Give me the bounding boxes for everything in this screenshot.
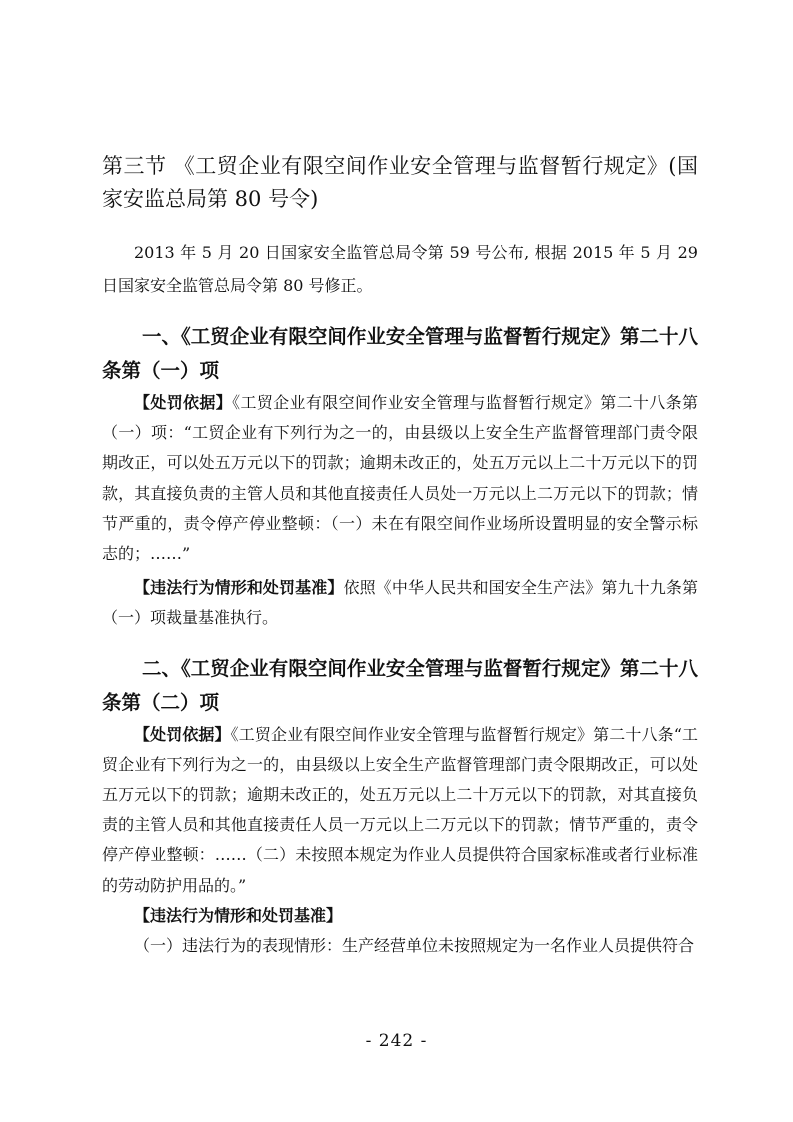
page-number: - 242 -	[365, 1031, 428, 1051]
article-1-standard	[102, 573, 698, 633]
standard-label: 【违法行为情形和处罚基准】	[134, 905, 343, 925]
intro-paragraph: 2013 年 5 月 20 日国家安全监管总局令第 59 号公布, 根据 2015 年 5 月 29 日国家安全监管总局令第 80 号修正。	[102, 243, 698, 295]
basis-label: 【处罚依据】	[134, 724, 231, 744]
article-1-heading: 一、《工贸企业有限空间作业安全管理与监督暂行规定》第二十八条第（一）项	[102, 325, 698, 382]
article-2-heading: 二、《工贸企业有限空间作业安全管理与监督暂行规定》第二十八条第（二）项	[102, 656, 698, 714]
article-1-basis	[102, 388, 698, 569]
basis-text: 《工贸企业有限空间作业安全管理与监督暂行规定》第二十八条第（一）项：“工贸企业有下列行为之一的，由县级以上安全生产监督管理部门责令限期改正，可以处五万元以下的罚款；逾期未改正的，处五万元以上二十万元以下的罚款，其直接负责的主管人员和其他直接责任人员处一万元以上二万元以下的罚款；情节严重的，责令停产停业整顿：（一）未在有限空间作业场所设置明显的安全警示标志的；……”	[102, 393, 698, 564]
article-2-standard	[102, 901, 698, 931]
standard-label: 【违法行为情形和处罚基准】	[134, 578, 344, 598]
document-body	[102, 150, 698, 961]
basis-text: 《工贸企业有限空间作业安全管理与监督暂行规定》第二十八条“工贸企业有下列行为之一的，由县级以上安全生产监督管理部门责令限期改正，可以处五万元以下的罚款；逾期未改正的，处五万元以上二十万元以下的罚款，对其直接负责的主管人员和其他直接责任人员一万元以上二万元以下的罚款；情节严重的，责令停产停业整顿：……（二）未按照本规定为作业人员提供符合国家标准或者行业标准的劳动防护用品的。”	[102, 724, 698, 895]
standard-text: 依照《中华人民共和国安全生产法》第九十九条第（一）项裁量基准执行。	[102, 578, 698, 628]
section-title: 第三节 《工贸企业有限空间作业安全管理与监督暂行规定》(国家安监总局第 80 号令)	[102, 154, 698, 211]
article-2-item-1: （一）违法行为的表现情形：生产经营单位未按照规定为一名作业人员提供符合	[134, 936, 695, 956]
basis-label: 【处罚依据】	[134, 393, 233, 412]
article-2-basis	[102, 720, 698, 901]
